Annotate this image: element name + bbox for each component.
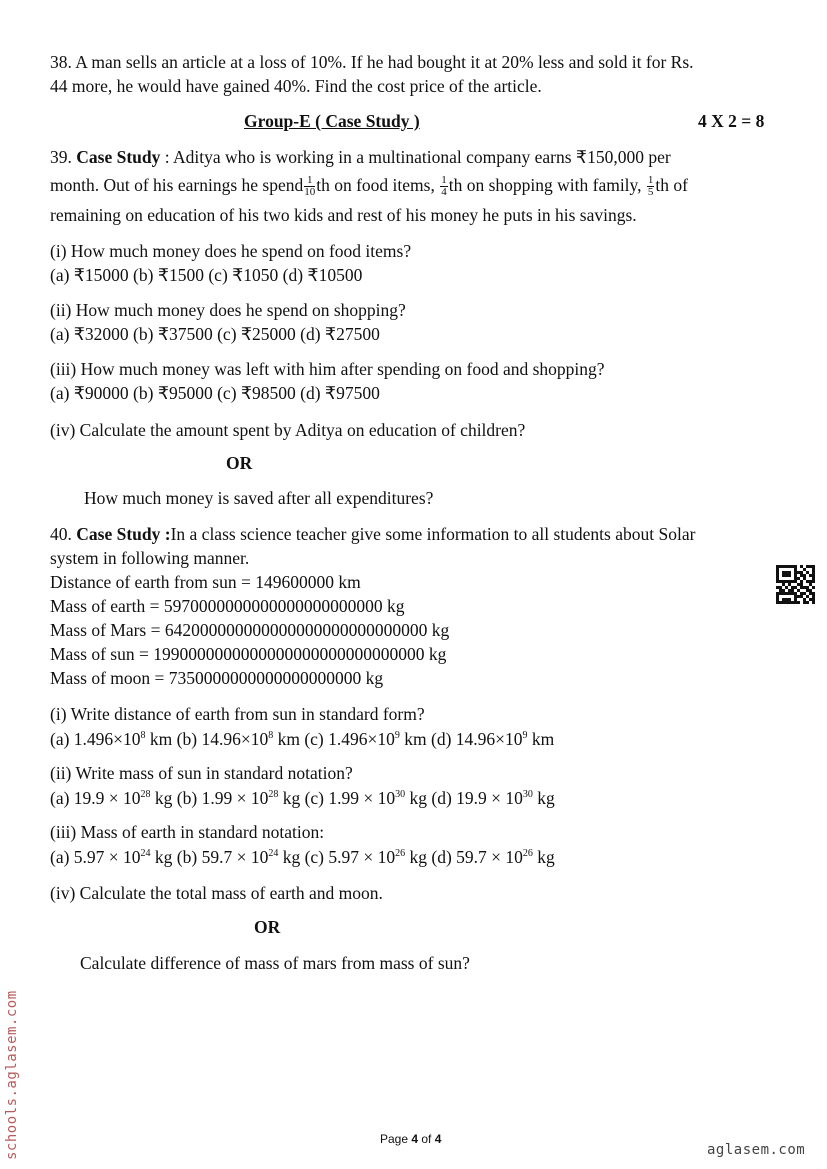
text: th on food items, <box>316 175 435 195</box>
q40-sub-iii: (iii) Mass of earth in standard notation: <box>50 822 325 842</box>
numerator: 1 <box>304 175 315 187</box>
current-page: 4 <box>411 1132 419 1146</box>
watermark-right: aglasem.com <box>707 1142 806 1158</box>
q38-line2: 44 more, he would have gained 40%. Find the cost price of the article. <box>50 76 542 96</box>
option: (c) $5.97 \times 10^{26}$ kg <box>304 847 432 867</box>
fact: Distance of earth from sun = 149600000 km <box>50 572 361 592</box>
q39-sub-i: (i) How much money does he spend on food items? <box>50 241 412 261</box>
q39-number: 39. <box>50 147 72 167</box>
fact: Mass of moon = 7350000000000000000000 kg <box>50 668 384 688</box>
exponent: 30 <box>395 789 406 800</box>
fact: Mass of Mars = 642000000000000000000000000000 kg <box>50 620 450 640</box>
option: (b) $59.7 \times 10^{24}$ kg <box>176 847 305 867</box>
exponent: 24 <box>268 848 279 859</box>
exponent: 8 <box>140 730 146 741</box>
fraction-1-4 <box>440 175 448 198</box>
exponent: 9 <box>522 730 528 741</box>
exponent: 28 <box>140 789 151 800</box>
q39-line3: remaining on education of his two kids and rest of his money he puts in his savings. <box>50 205 637 225</box>
fact: Mass of sun = 1990000000000000000000000000000 kg <box>50 644 447 664</box>
denominator: 10 <box>304 186 316 199</box>
exponent: 30 <box>522 789 533 800</box>
text: of <box>418 1132 435 1146</box>
exponent: 9 <box>394 730 400 741</box>
q40-number: 40. <box>50 524 72 544</box>
q39-line2 <box>50 174 688 198</box>
group-e-heading: Group-E ( Case Study ) <box>244 111 420 131</box>
exponent: 8 <box>268 730 274 741</box>
q38-line1: 38. A man sells an article at a loss of 10%. If he had bought it at 20% less and sold it for Rs. <box>50 52 694 72</box>
fact: Mass of earth = 5970000000000000000000000 kg <box>50 596 405 616</box>
option: (a) $5.97 \times 10^{24}$ kg <box>50 847 177 867</box>
q40-sub-i: (i) Write distance of earth from sun in standard form? <box>50 704 425 724</box>
q40-label: Case Study : <box>76 524 171 544</box>
denominator: 4 <box>441 186 447 199</box>
option: (b) $1.99 \times 10^{28}$ kg <box>176 788 305 808</box>
numerator: 1 <box>441 174 447 187</box>
qr-code <box>776 565 815 604</box>
q39-sub-iv: (iv) Calculate the amount spent by Aditya on education of children? <box>50 420 526 440</box>
text: th on shopping with family, <box>448 175 642 195</box>
option: (b) $14.96\times 10^8$ km <box>176 729 305 749</box>
text: Page <box>380 1132 412 1146</box>
q39-sub-iii-options: (a) ₹90000 (b) ₹95000 (c) ₹98500 (d) ₹97500 <box>50 383 380 403</box>
q40-sub-ii-options <box>50 787 555 809</box>
q40-text: In a class science teacher give some information to all students about Solar <box>170 524 696 544</box>
fraction-1-10 <box>304 175 315 198</box>
q39-text: : Aditya who is working in a multinational company earns ₹150,000 per <box>160 147 671 167</box>
exponent: 24 <box>140 848 151 859</box>
q40-sub-ii: (ii) Write mass of sun in standard notation? <box>50 763 353 783</box>
q39-or: OR <box>226 453 253 473</box>
watermark-left: schools.aglasem.com <box>4 990 20 1160</box>
q40-line1 <box>50 523 695 545</box>
q40-line2: system in following manner. <box>50 548 250 568</box>
option: (d) $14.96\times 10^9$ km <box>431 729 555 749</box>
q39-alt: How much money is saved after all expenditures? <box>84 488 434 508</box>
option: (c) $1.496\times 10^9$ km <box>304 729 431 749</box>
denominator: 5 <box>647 186 654 199</box>
q40-sub-iii-options <box>50 846 555 868</box>
option: (a) $1.496\times 10^8$ km <box>50 729 177 749</box>
group-e-marks: 4 X 2 = 8 <box>698 111 765 131</box>
q39-sub-ii-options: (a) ₹32000 (b) ₹37500 (c) ₹25000 (d) ₹27500 <box>50 324 380 344</box>
q40-alt: Calculate difference of mass of mars from mass of sun? <box>80 953 470 973</box>
fraction-1-5 <box>647 175 655 198</box>
option: (a) $19.9 \times 10^{28}$ kg <box>50 788 177 808</box>
q39-line1 <box>50 146 671 168</box>
q39-sub-ii: (ii) How much money does he spend on shopping? <box>50 300 406 320</box>
exponent: 28 <box>268 789 279 800</box>
exponent: 26 <box>522 848 533 859</box>
text: month. Out of his earnings he spend <box>50 175 304 195</box>
option: (d) $19.9 \times 10^{30}$ kg <box>431 788 555 808</box>
numerator: 1 <box>647 174 654 187</box>
option: (c) $1.99 \times 10^{30}$ kg <box>304 788 432 808</box>
option: (d) $59.7 \times 10^{26}$ kg <box>431 847 555 867</box>
text: th of <box>655 175 688 195</box>
q39-sub-i-options: (a) ₹15000 (b) ₹1500 (c) ₹1050 (d) ₹10500 <box>50 265 363 285</box>
total-pages: 4 <box>434 1132 442 1146</box>
q40-or: OR <box>254 917 281 937</box>
q39-sub-iii: (iii) How much money was left with him after spending on food and shopping? <box>50 359 605 379</box>
q39-label: Case Study <box>76 147 161 167</box>
exponent: 26 <box>395 848 406 859</box>
q40-sub-i-options <box>50 728 554 750</box>
q40-sub-iv: (iv) Calculate the total mass of earth and moon. <box>50 883 383 903</box>
page-number <box>380 1132 441 1146</box>
